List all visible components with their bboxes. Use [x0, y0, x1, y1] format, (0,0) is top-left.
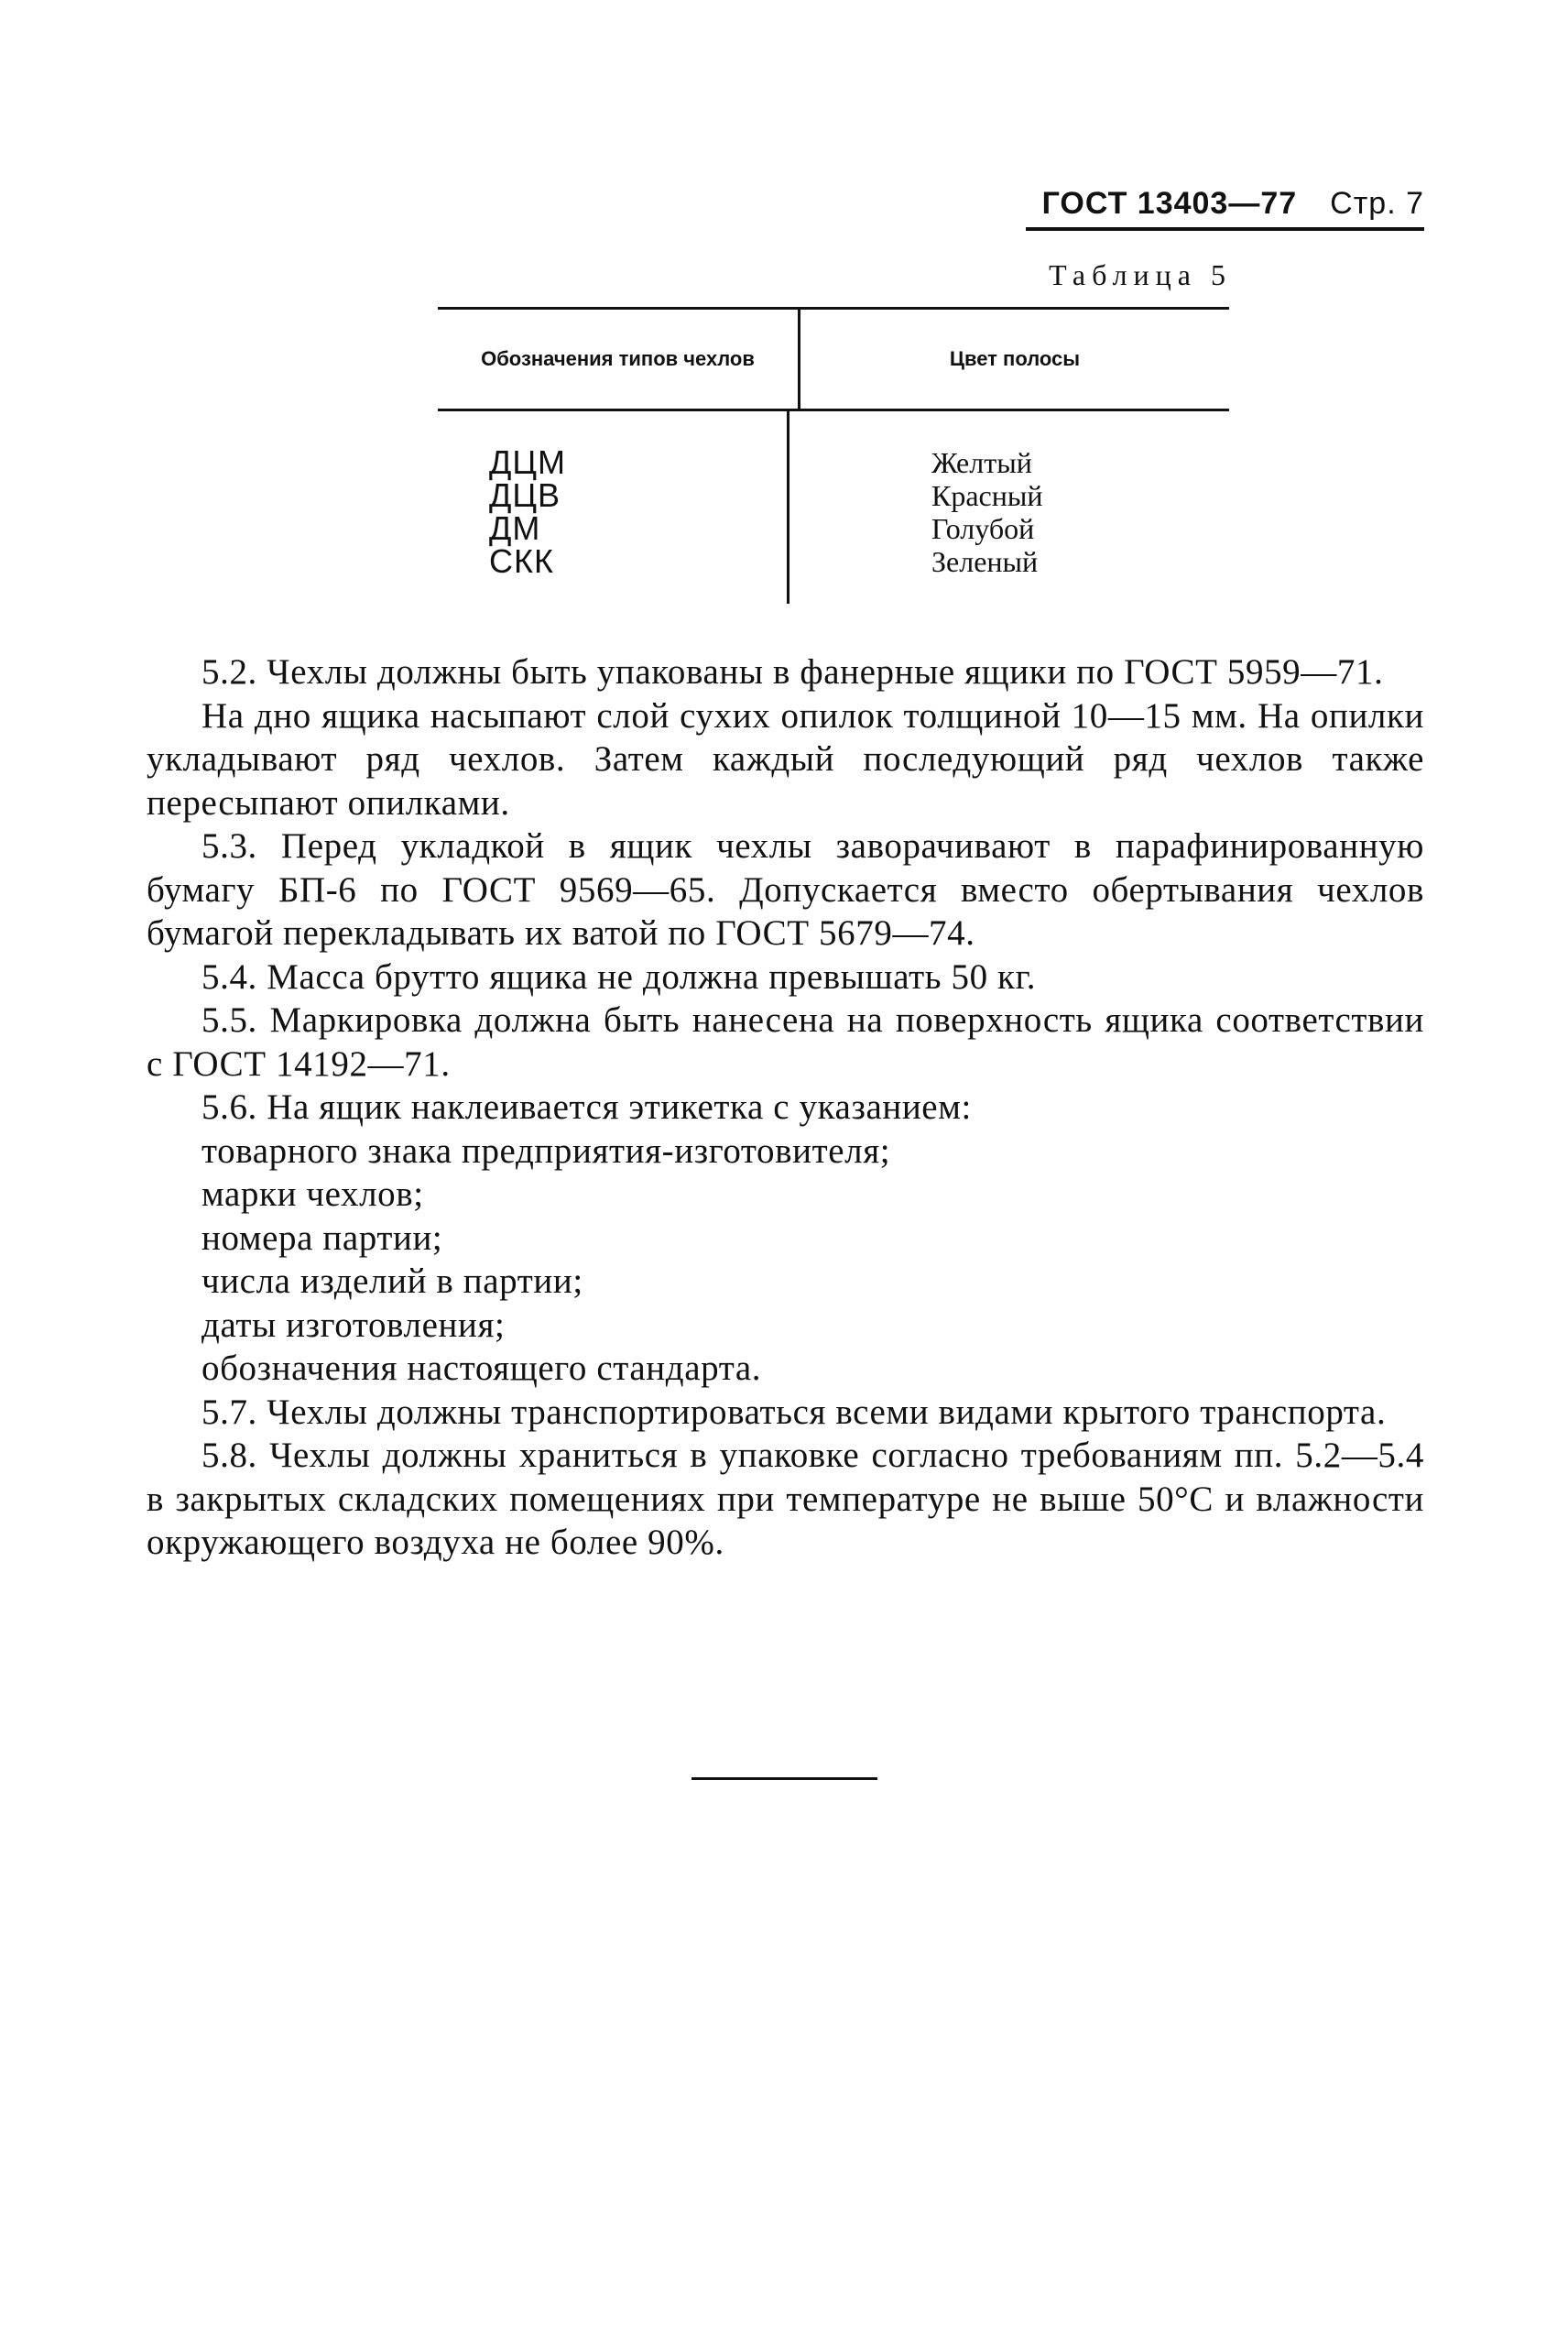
- table-cell-color: Зеленый: [931, 545, 1039, 578]
- table-cell-type: ДМ: [489, 509, 541, 547]
- paragraph-5-5: 5.5. Маркировка должна быть нанесена на поверхность ящика соответствии с ГОСТ 14192—71.: [147, 1000, 1424, 1084]
- body-text: [147, 650, 1424, 1565]
- table-cell-type: ДЦМ: [489, 443, 566, 481]
- column-header-type: Обозначения типов чехлов: [438, 310, 800, 409]
- table-cell-color: Желтый: [931, 446, 1032, 479]
- label-list-item: числа изделий в партии;: [201, 1261, 583, 1301]
- paragraph-5-2: 5.2. Чехлы должны быть упакованы в фанерные ящики по ГОСТ 5959—71.: [201, 652, 1384, 692]
- paragraph-5-2-continued: На дно ящика насыпают слой сухих опилок толщиной 10—15 мм. На опилки укладывают ряд чехлов. Затем каждый последующий ряд чехлов также пересыпают опилками.: [147, 695, 1424, 823]
- label-list-item: даты изготовления;: [201, 1305, 506, 1345]
- standard-number: ГОСТ 13403—77: [1041, 186, 1298, 221]
- paragraph-5-4: 5.4. Масса брутто ящика не должна превышать 50 кг.: [201, 956, 1037, 997]
- page-header: [1026, 174, 1424, 231]
- color-column: [789, 411, 1229, 604]
- table-cell-type: ДЦВ: [489, 476, 561, 514]
- table-body: [438, 411, 1229, 604]
- table-cell-type: СКК: [489, 542, 554, 580]
- label-list-item: обозначения настоящего стандарта.: [201, 1349, 762, 1388]
- type-column: [438, 411, 789, 604]
- cover-types-table: [438, 307, 1229, 604]
- label-list-item: номера партии;: [201, 1218, 443, 1258]
- table-cell-color: Красный: [931, 479, 1043, 512]
- end-divider: [691, 1777, 877, 1780]
- paragraph-5-6: 5.6. На ящик наклеивается этикетка с указанием:: [201, 1087, 972, 1127]
- page-number: Стр. 7: [1330, 186, 1424, 221]
- paragraph-5-3: 5.3. Перед укладкой в ящик чехлы заворачивают в парафинированную бумагу БП-6 по ГОСТ 9569—65. Допускается вместо обертывания чехлов бумагой перекладывать их ватой по ГОСТ 5679—74.: [147, 826, 1424, 953]
- table-header-row: [438, 310, 1229, 411]
- label-list-item: марки чехлов;: [201, 1174, 424, 1214]
- label-list-item: товарного знака предприятия-изготовителя;: [201, 1130, 891, 1171]
- paragraph-5-7: 5.7. Чехлы должны транспортироваться всеми видами крытого транспорта.: [201, 1392, 1387, 1432]
- column-header-color: Цвет полосы: [949, 347, 1081, 370]
- table-cell-color: Голубой: [931, 512, 1035, 545]
- paragraph-5-8: 5.8. Чехлы должны храниться в упаковке согласно требованиям пп. 5.2—5.4 в закрытых складских помещениях при температуре не выше 50°С и влажности окружающего воздуха не более 90%.: [147, 1436, 1424, 1562]
- table-title: Таблица 5: [1049, 258, 1232, 291]
